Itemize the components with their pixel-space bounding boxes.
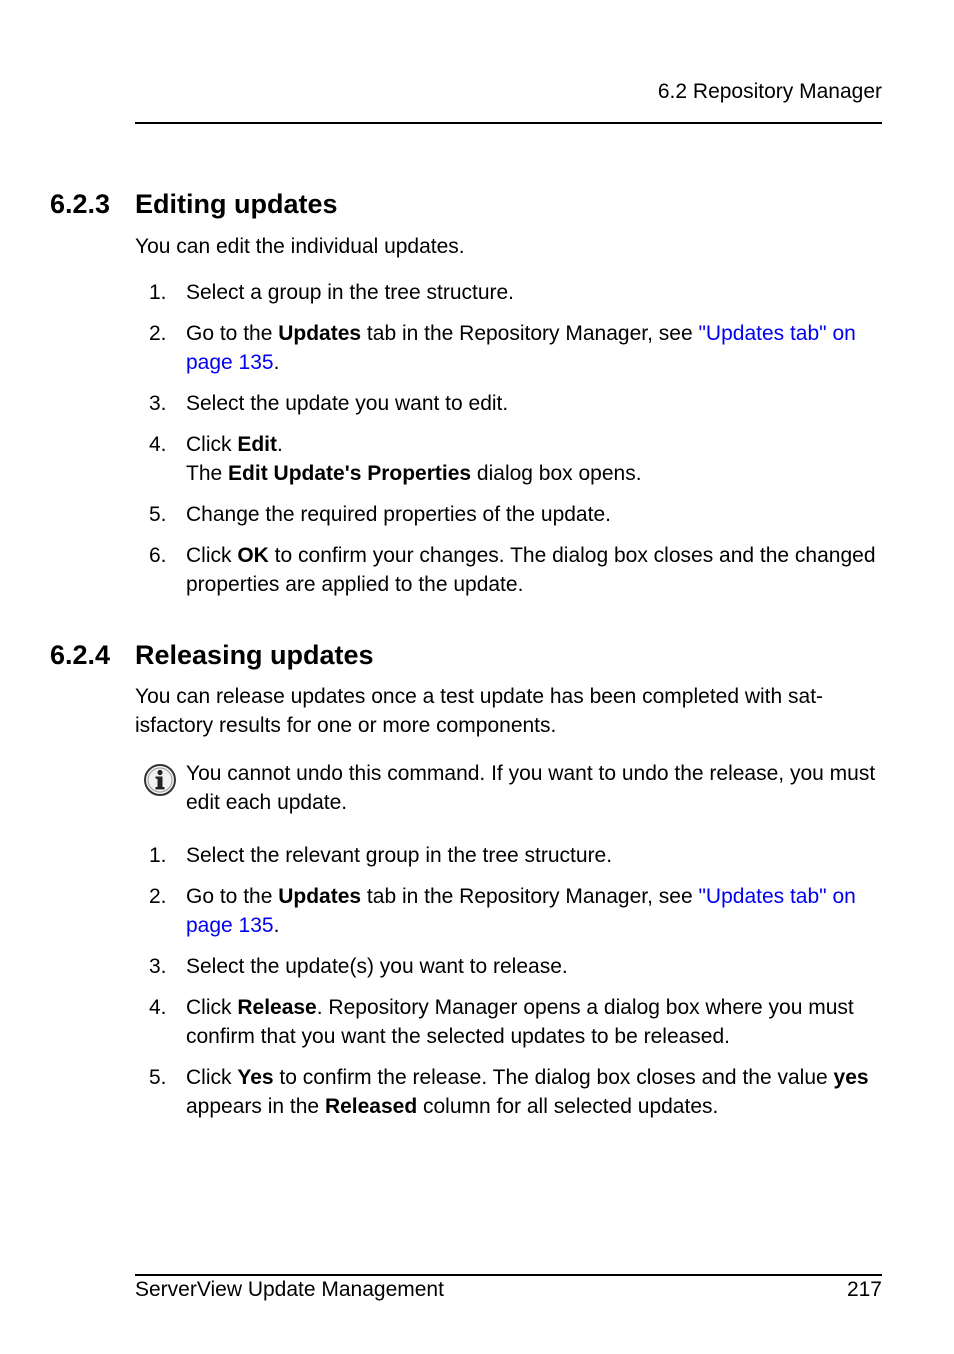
info-icon [143, 763, 177, 797]
page-number: 217 [846, 1278, 882, 1301]
section-title: Editing updates [135, 189, 338, 219]
step-text: Select the relevant group in the tree structure. [186, 844, 613, 867]
updates-tab-link[interactable]: "Updates tab" on page 135 [186, 322, 856, 374]
step-text: Select a group in the tree structure. [186, 281, 515, 304]
ui-term: Edit [237, 433, 278, 456]
step-number: 4. [149, 996, 167, 1019]
step-text: Click Release. Repository Manager opens a dialog box where you must confirm that you want the selected updates to be released. [186, 996, 854, 1048]
footer-rule [135, 1274, 882, 1276]
step-number: 3. [149, 955, 167, 978]
step-number: 5. [149, 1066, 167, 1089]
section-title: Releasing updates [135, 640, 374, 670]
updates-tab-link[interactable]: "Updates tab" on page 135 [186, 885, 856, 937]
ui-term: Updates [278, 885, 362, 908]
step-number: 6. [149, 544, 167, 567]
step-text: Select the update you want to edit. [186, 392, 509, 415]
step-number: 2. [149, 885, 167, 908]
step-text: Select the update(s) you want to release. [186, 955, 568, 978]
step-number: 1. [149, 281, 167, 304]
section-number: 6.2.3 [50, 189, 111, 219]
step-text: Go to the Updates tab in the Repository Manager, see "Updates tab" on page 135. [186, 885, 856, 937]
section-heading-releasing-updates [50, 639, 374, 671]
step-text: Change the required properties of the update. [186, 503, 611, 526]
step-number: 2. [149, 322, 167, 345]
ui-term: Release [237, 996, 317, 1019]
note-text: You cannot undo this command. If you want to undo the release, you must edit each update. [186, 762, 876, 814]
step-number: 5. [149, 503, 167, 526]
step-number: 3. [149, 392, 167, 415]
ui-term: Released [324, 1095, 418, 1118]
section-heading-editing-updates [50, 188, 338, 220]
header-rule [135, 122, 882, 124]
section-number: 6.2.4 [50, 640, 111, 670]
ui-term: Updates [278, 322, 362, 345]
section-intro: You can release updates once a test update has been completed with sat-isfactory results for one or more components. [135, 685, 824, 737]
ui-term: Yes [237, 1066, 274, 1089]
ui-term: Edit Update's Properties [228, 462, 472, 485]
step-text: Click OK to confirm your changes. The dialog box closes and the changed properties are applied to the update. [186, 544, 876, 596]
ui-term: yes [833, 1066, 869, 1089]
step-text: Click Yes to confirm the release. The dialog box closes and the value yes appears in the Released column for all selected updates. [186, 1066, 869, 1118]
step-number: 4. [149, 433, 167, 456]
section-intro: You can edit the individual updates. [135, 235, 465, 258]
footer-doc-title: ServerView Update Management [135, 1278, 444, 1301]
step-number: 1. [149, 844, 167, 867]
step-text: Go to the Updates tab in the Repository Manager, see "Updates tab" on page 135. [186, 322, 856, 374]
running-header: 6.2 Repository Manager [657, 80, 882, 103]
ui-term: OK [237, 544, 269, 567]
step-text: Click Edit. The Edit Update's Properties dialog box opens. [186, 433, 642, 485]
